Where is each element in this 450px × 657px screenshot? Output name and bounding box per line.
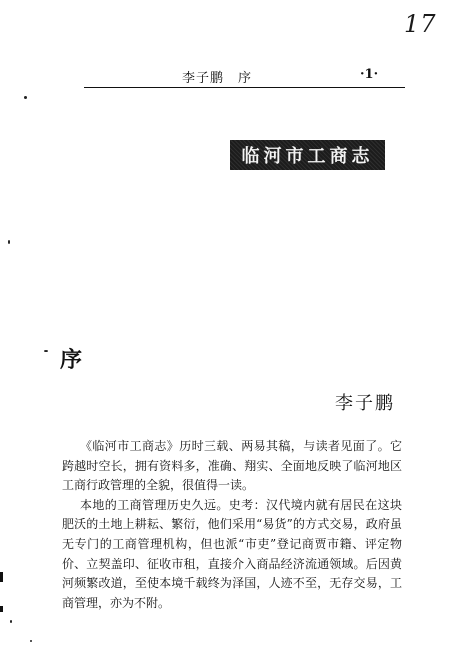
scan-speck <box>30 640 32 642</box>
scan-speck <box>44 350 48 352</box>
book-title: 临河市工商志 <box>241 146 374 167</box>
paragraph: 《临河市工商志》历时三载、两易其稿，与读者见面了。它跨越时空长，拥有资料多，准确、翔实、全面地反映了临河地区工商行政管理的全貌，很值得一读。 <box>62 439 402 493</box>
running-header-title: 李子鹏 序 <box>182 71 253 86</box>
scan-edge-mark <box>0 606 3 612</box>
section-heading: 序 <box>60 347 83 373</box>
scan-speck <box>8 240 10 244</box>
paragraph: 本地的工商管理历史久远。史考：汉代境内就有居民在这块肥沃的土地上耕耘、繁衍，他们采用“易货”的方式交易，政府虽无专门的工商管理机构，但也派“市吏”登记商贾市籍、评定物价、立契盖印、征收市租，直接介入商品经济流通领域。后因黄河频繁改道，至使本境千载终为泽国，人迹不至，无存交易，工商管理，亦为不附。 <box>62 497 402 610</box>
header-rule <box>84 87 405 88</box>
scan-speck <box>10 620 12 623</box>
page-number: ·1· <box>360 67 379 82</box>
scan-edge-mark <box>0 572 3 582</box>
scan-speck <box>24 96 27 99</box>
handwritten-page-mark: 17 <box>404 10 437 38</box>
book-title-banner <box>230 140 385 170</box>
body-text <box>62 437 402 613</box>
author-name: 李子鹏 <box>335 393 395 414</box>
